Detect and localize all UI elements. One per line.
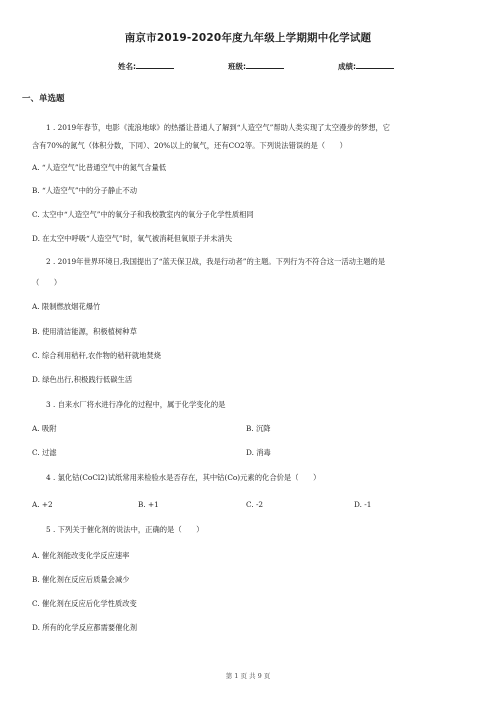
q1-stem-line2: 含有70%的氮气（体积分数，下同）、20%以上的氧气，还有CO2等。下列说法错误的是（ ） (32, 141, 347, 150)
name-blank (136, 61, 174, 69)
page-title: 南京市2019-2020年度九年级上学期期中化学试题 (124, 32, 372, 44)
q4-stem: 4 . 氯化钴(CoCl2)试纸常用来检验水是否存在，其中钴(Co)元素的化合价是（ ） (46, 473, 321, 482)
score-field (338, 61, 394, 72)
q4-option-d: D. -1 (354, 500, 372, 509)
q3-option-d: D. 消毒 (246, 448, 271, 457)
q1-option-a: A. “人造空气”比普通空气中的氮气含量低 (32, 163, 167, 172)
q5-stem: 5 . 下列关于催化剂的说法中，正确的是（ ） (46, 525, 204, 534)
class-blank (246, 61, 284, 69)
q3-option-a: A. 吸附 (32, 424, 57, 433)
q5-option-a: A. 催化剂能改变化学反应速率 (32, 551, 130, 560)
q4-option-b: B. +1 (138, 500, 159, 509)
section-heading: 一、单选题 (22, 94, 65, 104)
name-label: 姓名: (118, 62, 136, 71)
q2-option-b: B. 使用清洁能源，积极植树种草 (32, 327, 137, 336)
class-field (228, 61, 284, 72)
q5-option-b: B. 催化剂在反应后质量会减少 (32, 575, 130, 584)
name-field (118, 61, 174, 72)
q1-option-c: C. 太空中“人造空气”中的氧分子和我校教室内的氧分子化学性质相同 (32, 210, 254, 219)
q4-option-a: A. +2 (32, 500, 53, 509)
q3-option-c: C. 过滤 (32, 448, 57, 457)
q1-option-d: D. 在太空中呼吸“人造空气”时，氧气被消耗但氧原子并未消失 (32, 234, 233, 243)
q2-stem-line2: （ ） (32, 278, 62, 287)
class-label: 班级: (228, 62, 246, 71)
q2-option-c: C. 综合利用秸秆,农作物的秸秆就地焚烧 (32, 351, 162, 360)
q5-option-c: C. 催化剂在反应后化学性质改变 (32, 599, 137, 608)
q2-option-a: A. 限制燃放烟花爆竹 (32, 302, 101, 311)
score-label: 成绩: (338, 62, 356, 71)
score-blank (356, 61, 394, 69)
q1-stem-line1: 1 . 2019年春节，电影《流浪地球》的热播让普通人了解到“人造空气”帮助人类实现了太空漫步的梦想，它 (46, 123, 391, 132)
q3-option-b: B. 沉降 (246, 424, 271, 433)
page-footer: 第 1 页 共 9 页 (225, 672, 271, 680)
q1-option-b: B. “人造空气”中的分子静止不动 (32, 186, 138, 195)
q4-option-c: C. -2 (246, 500, 264, 509)
q2-option-d: D. 绿色出行,积极践行低碳生活 (32, 375, 133, 384)
q3-stem: 3 . 自来水厂将水进行净化的过程中，属于化学变化的是 (46, 400, 226, 409)
q5-option-d: D. 所有的化学反应都需要催化剂 (32, 623, 138, 632)
q2-stem-line1: 2 . 2019年世界环境日,我国提出了“蓝天保卫战，我是行动者”的主题。下列行为不符合这一活动主题的是 (46, 257, 386, 266)
